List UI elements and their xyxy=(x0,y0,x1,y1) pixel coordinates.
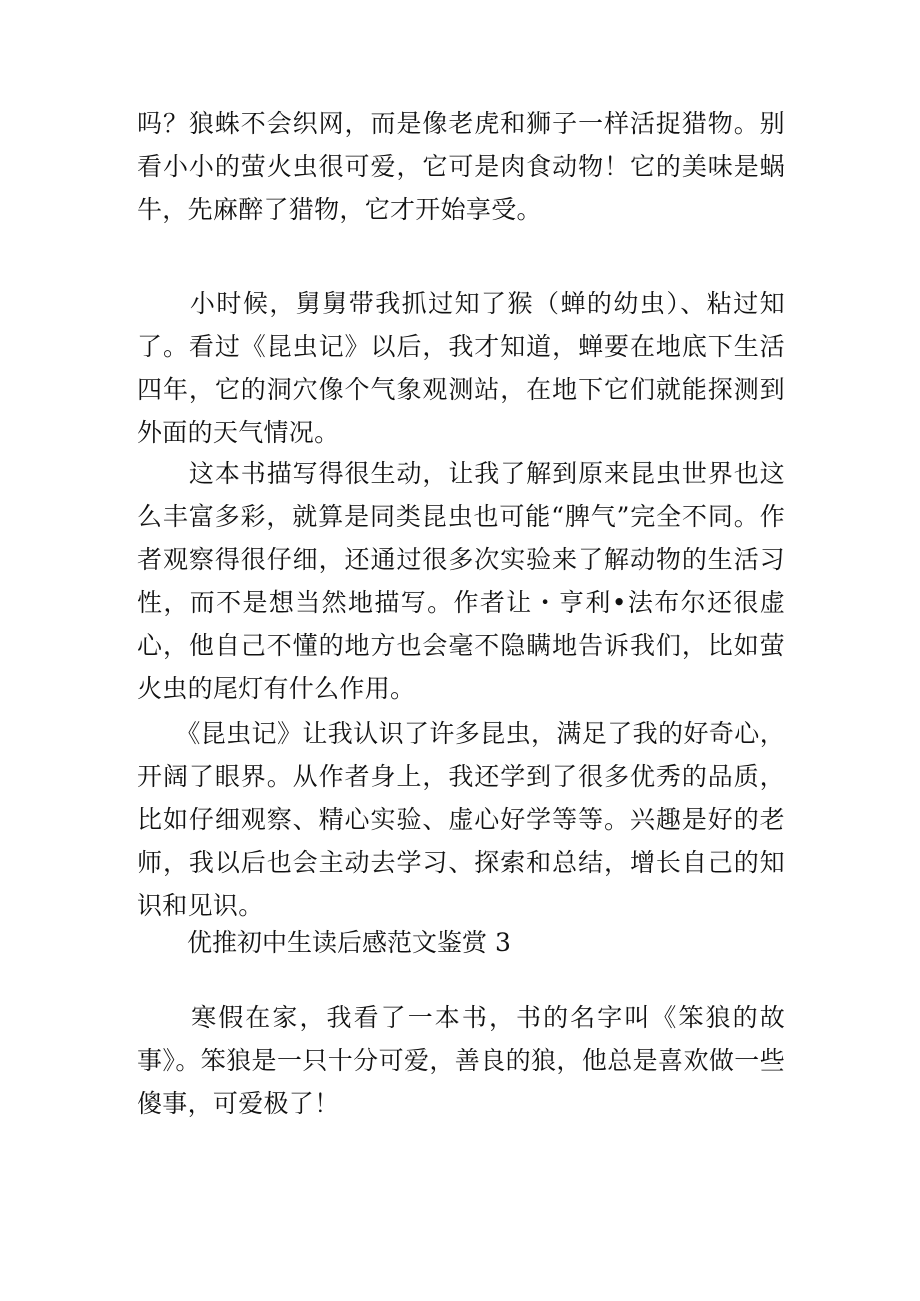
paragraph-cicada: 小时候，舅舅带我抓过知了猴（蝉的幼虫）、粘过知了。看过《昆虫记》以后，我才知道，蝉要在地底下生活四年，它的洞穴像个气象观测站，在地下它们就能探测到外面的天气情况。 xyxy=(137,289,785,447)
paragraph-conclusion: 《昆虫记》让我认识了许多昆虫，满足了我的好奇心，开阔了眼界。从作者身上，我还学到了很多优秀的品质，比如仔细观察、精心实验、虚心好学等等。兴趣是好的老师，我以后也会主动去学习、探索和总结，增长自己的知识和见识。 xyxy=(137,719,785,920)
paragraph-book-description: 这本书描写得很生动，让我了解到原来昆虫世界也这么丰富多彩，就算是同类昆虫也可能“脾气”完全不同。作者观察得很仔细，还通过很多次实验来了解动物的生活习性，而不是想当然地描写。作者让・亨利•法布尔还很虚心，他自己不懂的地方也会毫不隐瞒地告诉我们，比如萤火虫的尾灯有什么作用。 xyxy=(137,459,785,703)
paragraph-new-essay: 寒假在家，我看了一本书，书的名字叫《笨狼的故事》。笨狼是一只十分可爱，善良的狼，他总是喜欢做一些傻事，可爱极了！ xyxy=(137,1003,785,1118)
section-heading: 优推初中生读后感范文鉴赏 3 xyxy=(187,928,511,957)
paragraph-continuation: 吗？狼蛛不会织网，而是像老虎和狮子一样活捉猎物。别看小小的萤火虫很可爱，它可是肉食动物！它的美味是蜗牛，先麻醉了猎物，它才开始享受。 xyxy=(137,109,785,224)
